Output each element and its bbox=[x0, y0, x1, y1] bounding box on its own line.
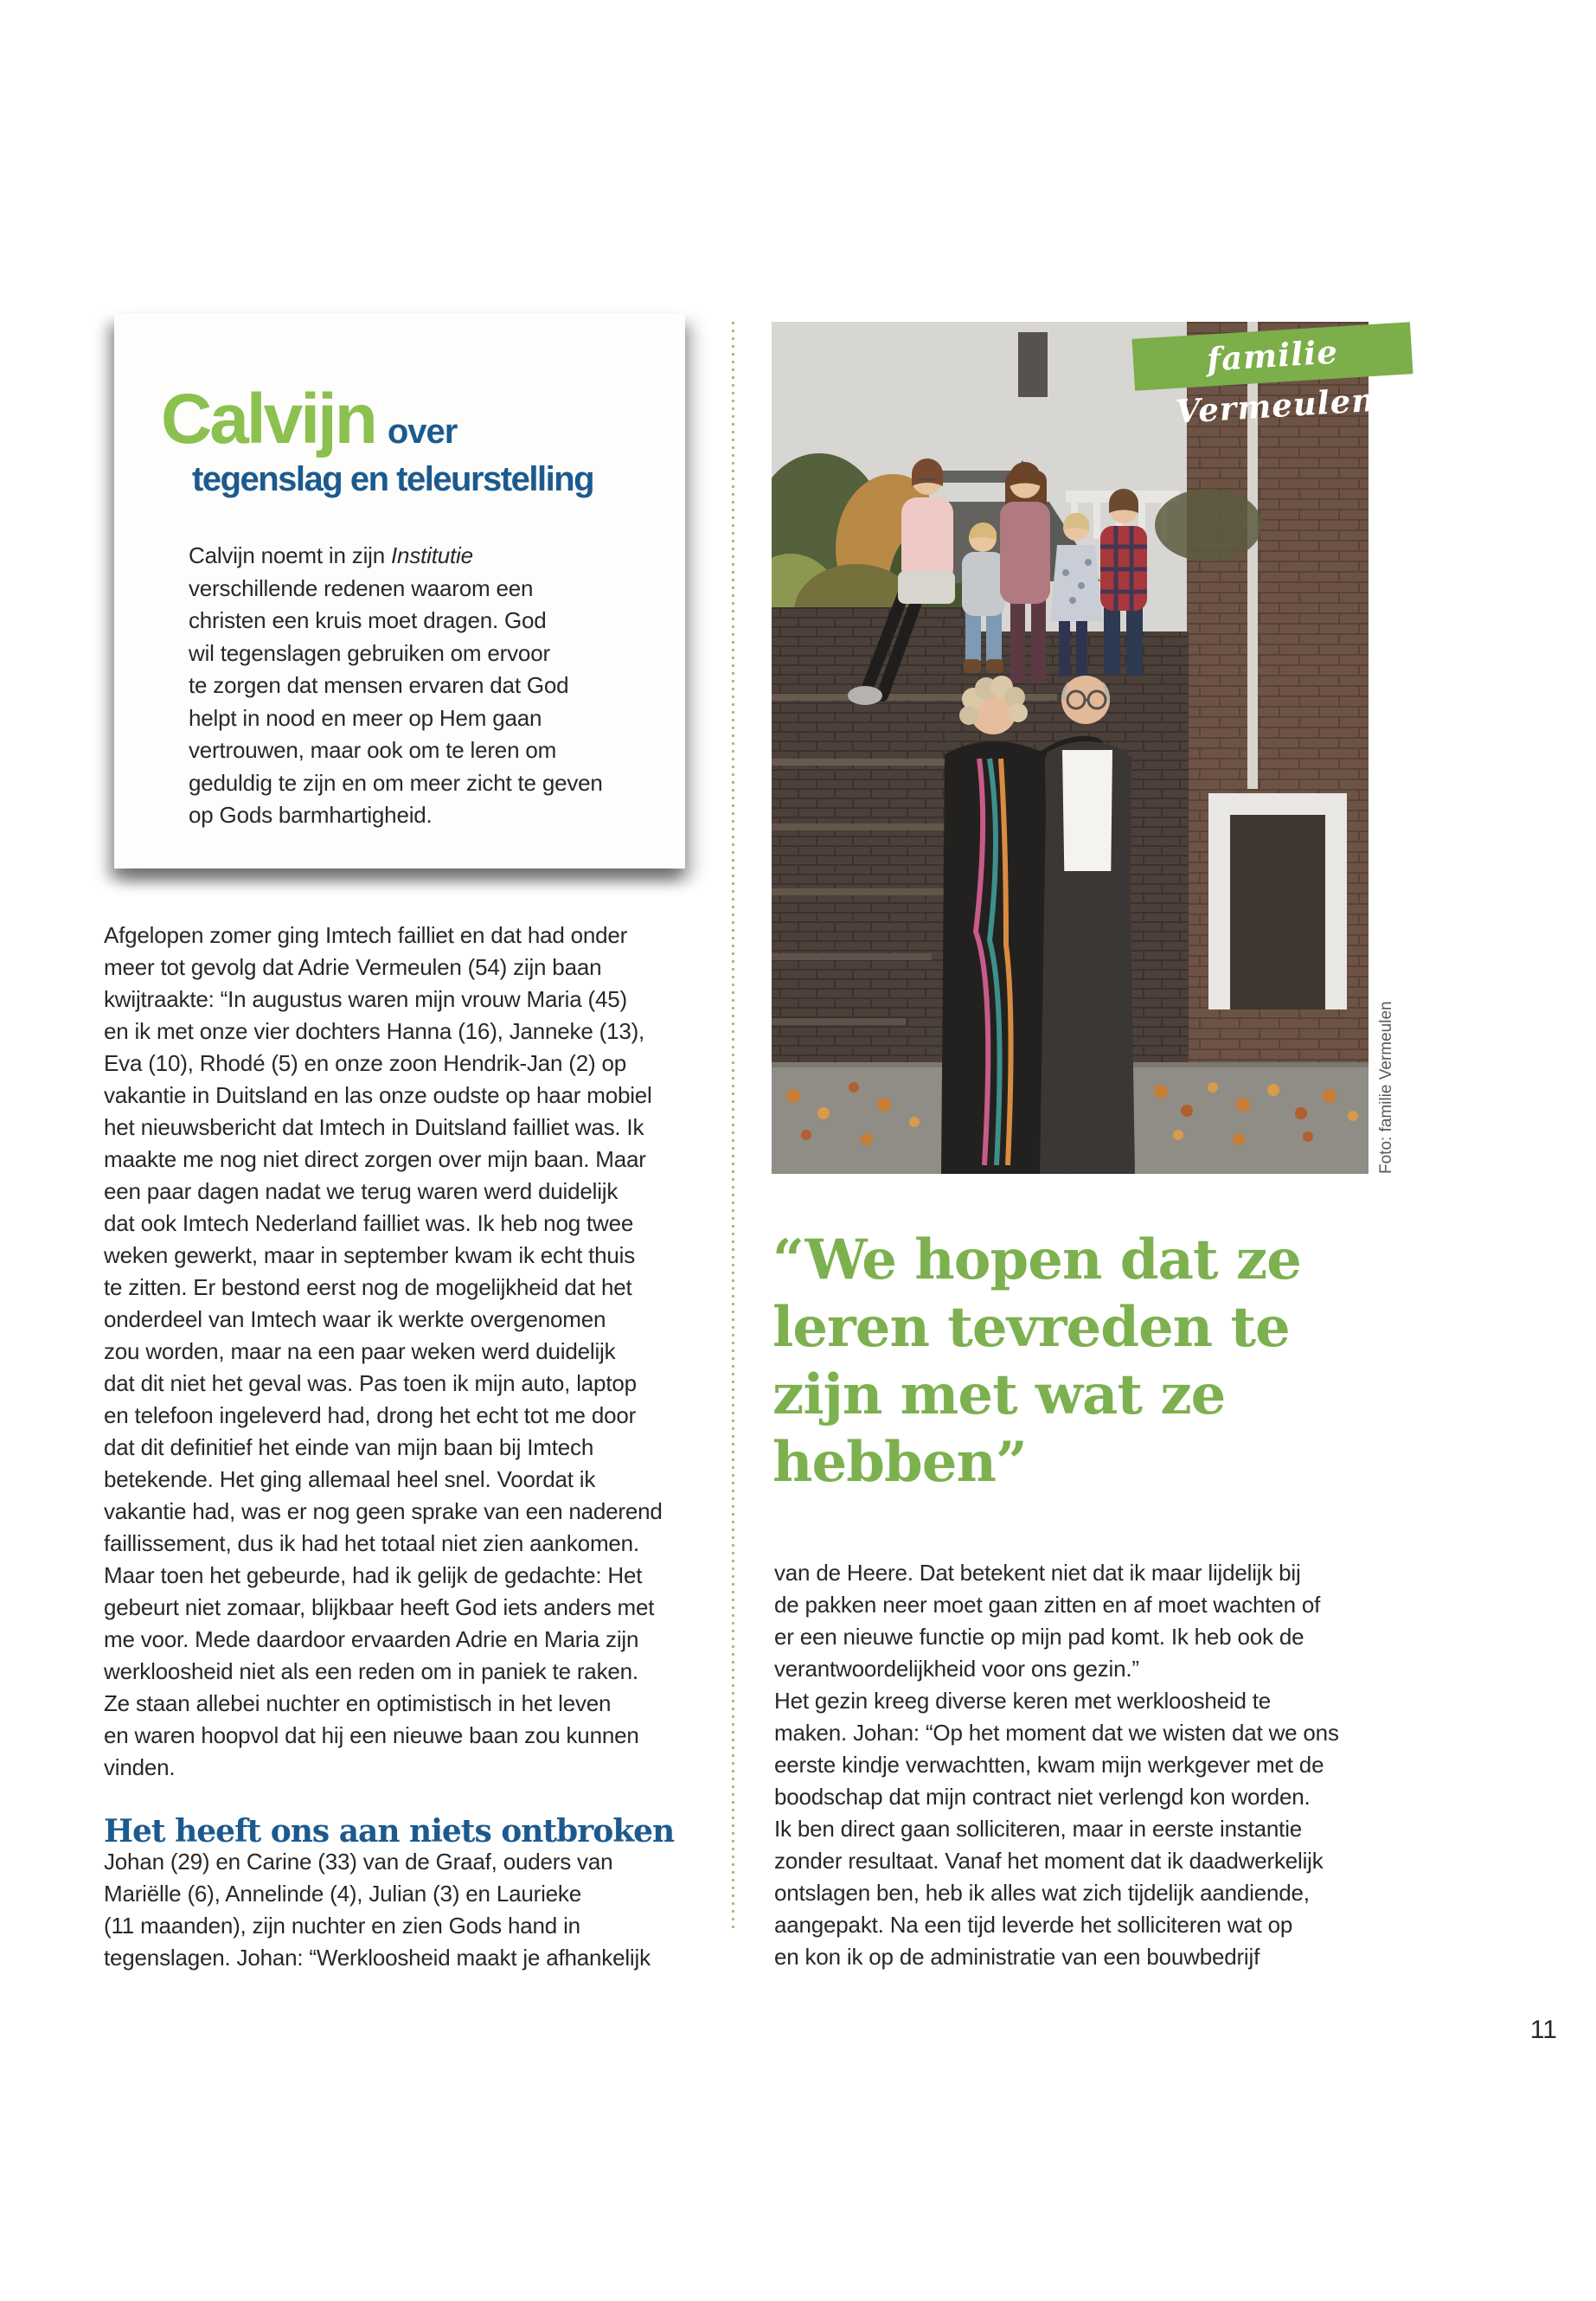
note-box-body: Calvijn noemt in zijn Institutie verschillende redenen waarom een christen een kruis moet dragen. God wil tegenslagen gebruiken om ervoor te zorgen dat mensen ervaren dat God helpt in nood en meer op Hem gaan vertrouwen, maar ook om te leren om geduldig te zijn en om meer zicht te geven op Gods barmhartigheid. bbox=[189, 542, 603, 828]
article-column-left-continued: Johan (29) en Carine (33) van de Graaf, ouders van Mariëlle (6), Annelinde (4), Julian (3) en Laurieke (11 maanden), zijn nuchter en zien Gods hand in tegenslagen. Johan: “Werkloosheid maakt je afhankelijk bbox=[104, 1849, 651, 1971]
note-box bbox=[114, 313, 685, 868]
section-heading: Het heeft ons aan niets ontbroken bbox=[104, 1813, 675, 1849]
photo-credit: Foto: familie Vermeulen bbox=[1377, 1001, 1395, 1174]
father bbox=[1040, 676, 1135, 1174]
photo-ribbon: familie Vermeulen bbox=[1131, 322, 1413, 391]
note-box-subtitle: tegenslag en teleurstelling bbox=[192, 460, 594, 498]
article-column-left: Afgelopen zomer ging Imtech failliet en dat had onder meer tot gevolg dat Adrie Vermeulen (54) zijn baan kwijtraakte: “In augustus waren mijn vrouw Maria (45) en ik met onze vier dochters Hanna (16), Janneke (13), Eva (10), Rhodé (5) en onze zoon Hendrik-Jan (2) op vakantie in Duitsland en las onze oudste op haar mobiel het nieuwsbericht dat Imtech in Duitsland failliet was. Ik maakte me nog niet direct zorgen over mijn baan. Maar een paar dagen nadat we terug waren werd duidelijk dat ook Imtech Nederland failliet was. Ik heb nog twee weken gewerkt, maar in september kwam ik echt thuis te zitten. Er bestond eerst nog de mogelijkheid dat het onderdeel van Imtech waar ik werkte overgenomen zou worden, maar na een paar weken werd duidelijk dat dit niet het geval was. Pas toen ik mijn auto, laptop en telefoon ingeleverd had, drong het echt tot me door dat dit definitief het einde van mijn baan bij Imtech betekende. Het ging allemaal heel snel. Voordat ik vakantie had, was er nog geen sprake van een naderend faillissement, dus ik had het totaal niet zien aankomen. Maar toen het gebeurde, had ik gelijk de gedachte: Het gebeurt niet zomaar, blijkbaar heeft God iets anders met me voor. Mede daardoor ervaarden Adrie en Maria zijn werkloosheid niet als een reden om in paniek te raken. Ze staan allebei nuchter en optimistisch in het leven en waren hoopvol dat hij een nieuwe baan zou kunnen vinden. bbox=[104, 922, 663, 1780]
note-box-title bbox=[161, 379, 457, 460]
column-divider bbox=[732, 322, 734, 1932]
article-column-right: van de Heere. Dat betekent niet dat ik maar lijdelijk bij de pakken neer moet gaan zitten en af moet wachten of er een nieuwe functie op mijn pad komt. Ik heb ook de verantwoordelijkheid voor ons gezin.” Het gezin kreeg diverse keren met werkloosheid te maken. Johan: “Op het moment dat we wisten dat we ons eerste kindje verwachtten, kwam mijn werkgever met de boodschap dat mijn contract niet verlengd kon worden. Ik ben direct gaan solliciteren, maar in eerste instantie zonder resultaat. Vanaf het moment dat ik daadwerkelijk ontslagen ben, heb ik alles wat zich tijdelijk aandiende, aangepakt. Na een tijd leverde het solliciteren wat op en kon ik op de administratie van een bouwbedrijf bbox=[774, 1560, 1339, 1970]
note-box-title-suffix: over bbox=[387, 413, 458, 451]
note-box-title-main: Calvijn bbox=[161, 380, 375, 458]
family-photo-illustration bbox=[772, 322, 1368, 1174]
pull-quote: “We hopen dat ze leren tevreden te zijn met wat ze hebben” bbox=[772, 1227, 1301, 1495]
family-photo bbox=[772, 322, 1368, 1174]
page-number: 11 bbox=[1529, 2016, 1557, 2044]
